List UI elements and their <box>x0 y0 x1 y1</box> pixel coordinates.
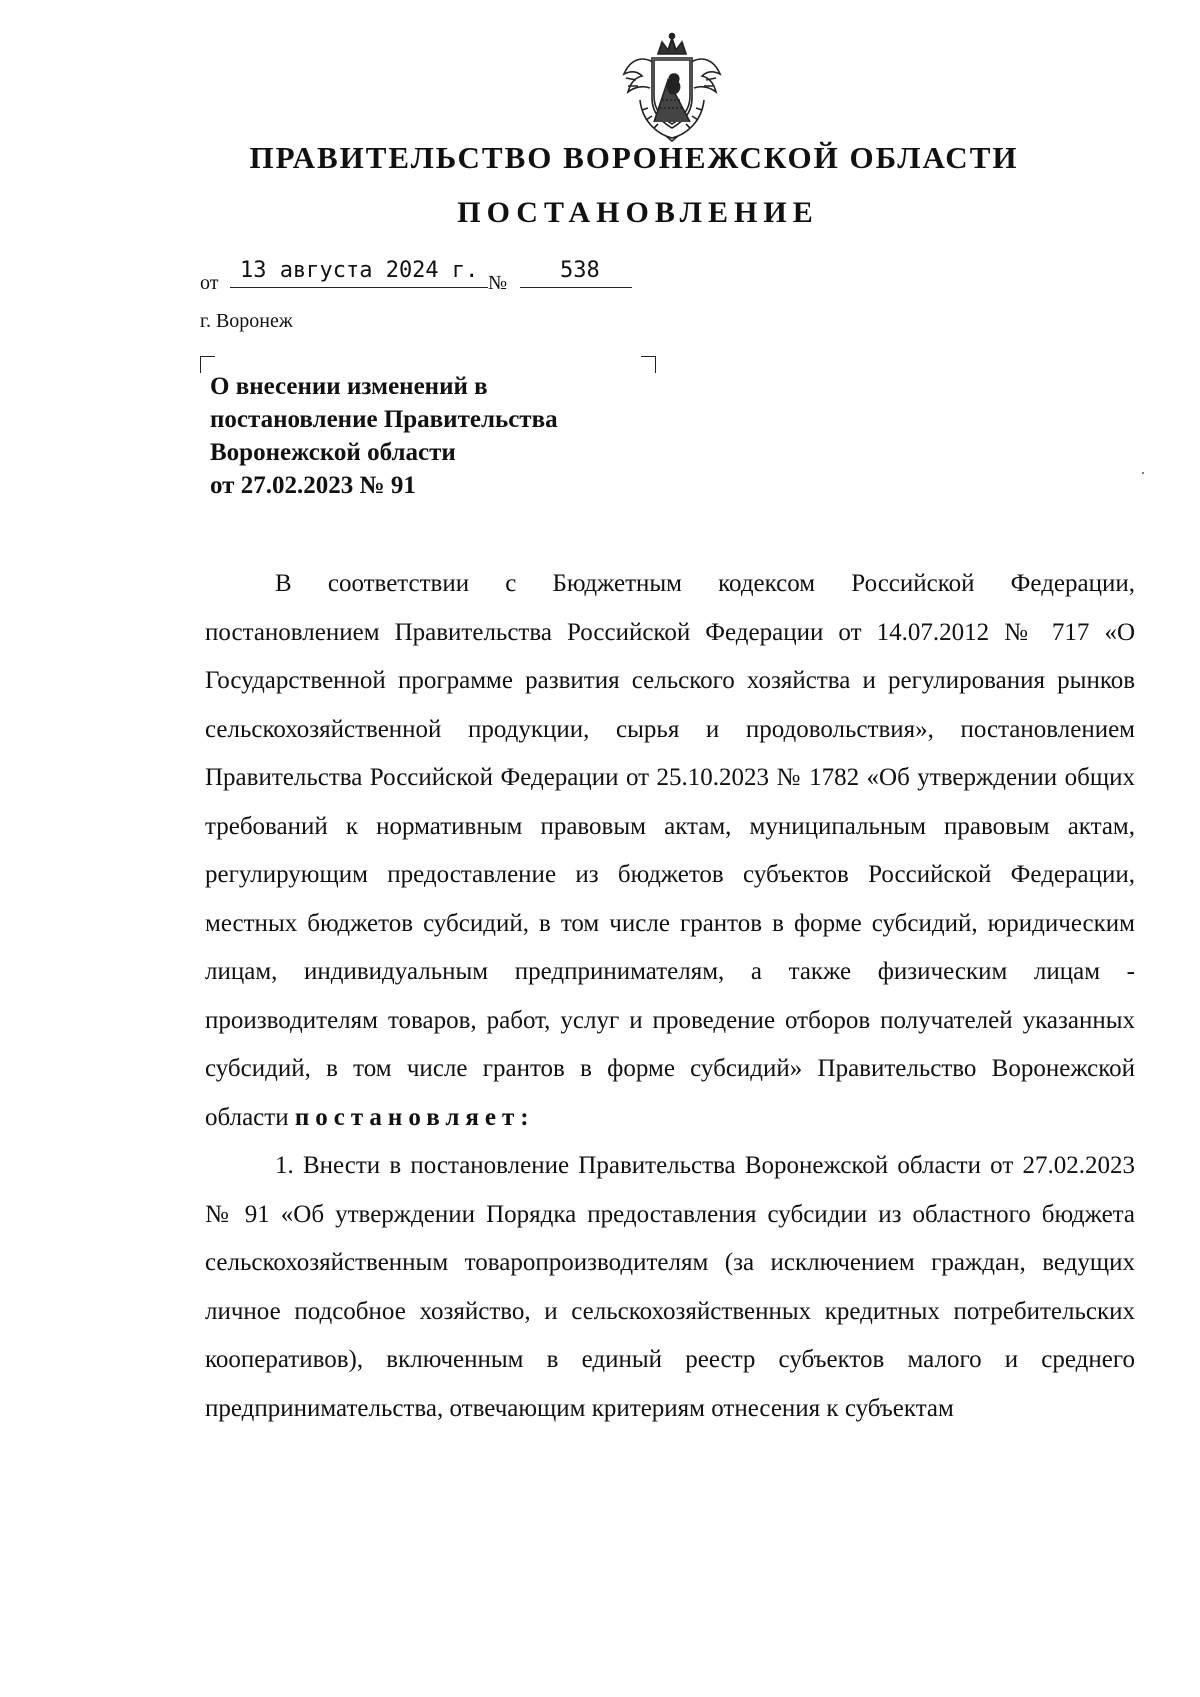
document-date: 13 августа 2024 г. <box>230 258 488 288</box>
document-body <box>205 560 1135 1433</box>
document-number: 538 <box>520 258 632 288</box>
government-title: ПРАВИТЕЛЬСТВО ВОРОНЕЖСКОЙ ОБЛАСТИ <box>249 140 1019 175</box>
decree-word: постановляет: <box>294 1103 535 1131</box>
subject-line: О внесении изменений в <box>210 373 488 400</box>
date-number-line <box>200 258 680 292</box>
scan-speck <box>1142 472 1144 474</box>
preamble-paragraph <box>205 560 1135 1142</box>
subject-line: постановление Правительства <box>210 406 558 433</box>
subject-line: Воронежской области <box>210 439 456 466</box>
number-label: № <box>488 272 508 294</box>
city-name: г. Воронеж <box>200 310 293 332</box>
from-label: от <box>200 272 219 294</box>
preamble-text: В соответствии с Бюджетным кодексом Российской Федерации, постановлением Правительства Российской Федерации от 14.07.2012 № 717 «О Государственной программе развития сельского хозяйства и регулирования рынков сельскохозяйственной продукции, сырья и продовольствия», постановлением Правительства Российской Федерации от 25.10.2023 № 1782 «Об утверждении общих требований к нормативным правовым актам, муниципальным правовым актам, регулирующим предоставление из бюджетов субъектов Российской Федерации, местных бюджетов субсидий, в том числе грантов в форме субсидий, юридическим лицам, индивидуальным предпринимателям, а также физическим лицам - производителям товаров, работ, услуг и проведение отборов получателей указанных субсидий, в том числе грантов в форме субсидий» Правительство Воронежской области <box>205 570 1135 1131</box>
document-subject <box>210 370 670 502</box>
voronezh-coat-of-arms-icon <box>612 30 732 142</box>
subject-line: от 27.02.2023 № 91 <box>210 472 416 499</box>
document-type-title: ПОСТАНОВЛЕНИЕ <box>457 196 819 229</box>
item-1-paragraph: 1. Внести в постановление Правительства Воронежской области от 27.02.2023 № 91 «Об утверждении Порядка предоставления субсидии из областного бюджета сельскохозяйственным товаропроизводителям (за исключением граждан, ведущих личное подсобное хозяйство, и сельскохозяйственных кредитных потребительских кооперативов), включенным в единый реестр субъектов малого и среднего предпринимательства, отвечающим критериям отнесения к субъектам <box>205 1152 1135 1422</box>
